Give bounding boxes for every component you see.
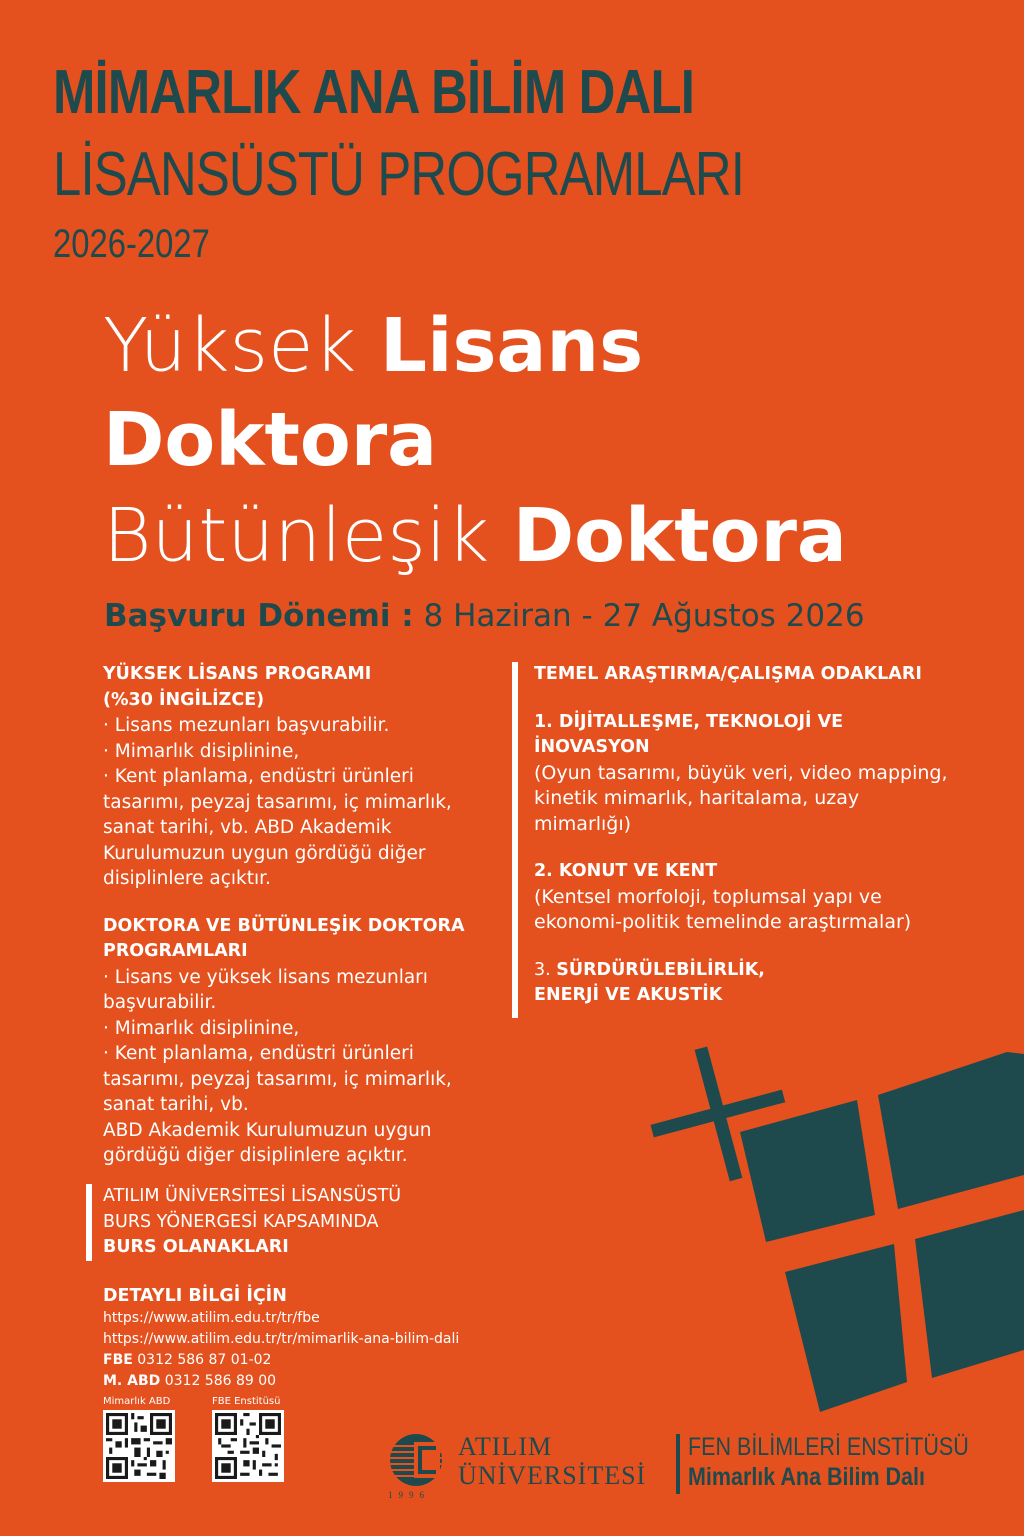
- masters-item-1: · Lisans mezunları başvurabilir.: [103, 715, 390, 736]
- masters-item-2: · Mimarlık disiplinine,: [103, 740, 300, 762]
- window-pane-bottom-right: [915, 1210, 1024, 1378]
- focus-area-3-title-2: ENERJİ VE AKUSTİK: [534, 985, 723, 1005]
- masters-heading-1: YÜKSEK LİSANS PROGRAMI: [103, 664, 372, 684]
- department-url-link[interactable]: https://www.atilim.edu.tr/tr/mimarlik-ana-bilim-dali: [103, 1331, 460, 1347]
- phd-item-1: · Lisans ve yüksek lisans mezunları başvurabilir.: [103, 966, 428, 1013]
- title-masters-light: Yüksek: [103, 303, 380, 389]
- title-integrated-bold: Doktora: [512, 493, 847, 579]
- university-name-line-2: ÜNİVERSİTESİ: [458, 1461, 647, 1490]
- focus-area-1-desc: (Oyun tasarımı, büyük veri, video mapping, kinetik mimarlık, haritalama, uzay mimarlığı): [534, 761, 948, 835]
- masters-item-3: · Kent planlama, endüstri ürünleri tasarımı, peyzaj tasarımı, iç mimarlık, sanat tarihi, vb. ABD Akademik Kurulumuzun uygun gördüğü diğer disiplinlere açıktır.: [103, 766, 452, 889]
- qr-label-institute: FBE Enstitüsü: [212, 1396, 281, 1407]
- application-dates: 8 Haziran - 27 Ağustos 2026: [413, 598, 865, 634]
- university-name-line-1: ATILIM: [458, 1432, 553, 1461]
- focus-area-2-desc: (Kentsel morfoloji, toplumsal yapı ve ekonomi-politik temelinde araştırmalar): [534, 885, 912, 933]
- window-pane-top-right: [878, 1052, 1024, 1209]
- phd-item-2: · Mimarlık disiplinine,: [103, 1017, 300, 1039]
- abd-phone-label: M. ABD: [103, 1373, 161, 1389]
- phd-item-3: · Kent planlama, endüstri ürünleri tasarımı, peyzaj tasarımı, iç mimarlık, sanat tarihi, vb.: [103, 1043, 452, 1115]
- window-pane-top-left: [740, 1100, 875, 1242]
- focus-area-3-num: 3.: [534, 959, 557, 980]
- scholarship-line-2: BURS YÖNERGESİ KAPSAMINDA: [103, 1211, 379, 1232]
- window-pane-bottom-left: [785, 1244, 907, 1412]
- university-founded-year: 1996: [388, 1490, 430, 1500]
- focus-heading: TEMEL ARAŞTIRMA/ÇALIŞMA ODAKLARI: [534, 664, 922, 684]
- abd-phone-number: 0312 586 89 00: [160, 1373, 277, 1389]
- phd-item-4: ABD Akademik Kurulumuzun uygun gördüğü diğer disiplinlere açıktır.: [103, 1119, 432, 1166]
- scholarship-line-1: ATILIM ÜNİVERSİTESİ LİSANSÜSTÜ: [103, 1186, 402, 1206]
- focus-area-1-title-2: İNOVASYON: [534, 737, 650, 757]
- academic-year: 2026-2027: [53, 222, 210, 266]
- footer-department-name: Mimarlık Ana Bilim Dalı: [688, 1463, 925, 1491]
- title-integrated-light: Bütünleşik: [103, 493, 513, 579]
- footer-divider: [676, 1434, 680, 1494]
- phd-heading-1: DOKTORA VE BÜTÜNLEŞİK DOKTORA: [103, 915, 465, 936]
- qr-label-department: Mimarlık ABD: [103, 1396, 171, 1407]
- fbe-url-link[interactable]: https://www.atilim.edu.tr/tr/fbe: [103, 1310, 320, 1326]
- scholarship-line-3: BURS OLANAKLARI: [103, 1237, 289, 1257]
- programs-title: LİSANSÜSTÜ PROGRAMLARI: [53, 140, 745, 209]
- focus-area-2-title: 2. KONUT VE KENT: [534, 861, 718, 881]
- fbe-phone-number: 0312 586 87 01-02: [132, 1352, 272, 1368]
- focus-area-3-title-a: SÜRDÜRÜLEBİLİRLİK,: [556, 959, 765, 980]
- fbe-phone-label: FBE: [103, 1352, 133, 1368]
- focus-area-1-title-1: 1. DİJİTALLEŞME, TEKNOLOJİ VE: [534, 711, 844, 732]
- title-masters-bold: Lisans: [379, 303, 644, 389]
- title-phd-bold: Doktora: [103, 397, 438, 483]
- institute-name: FEN BİLİMLERİ ENSTİTÜSÜ: [688, 1433, 969, 1461]
- application-label: Başvuru Dönemi :: [104, 598, 414, 634]
- department-title: MİMARLIK ANA BİLİM DALI: [53, 58, 695, 127]
- phd-heading-2: PROGRAMLARI: [103, 941, 248, 961]
- masters-heading-2: (%30 İNGİLİZCE): [103, 689, 265, 710]
- info-heading: DETAYLI BİLGİ İÇİN: [103, 1286, 287, 1306]
